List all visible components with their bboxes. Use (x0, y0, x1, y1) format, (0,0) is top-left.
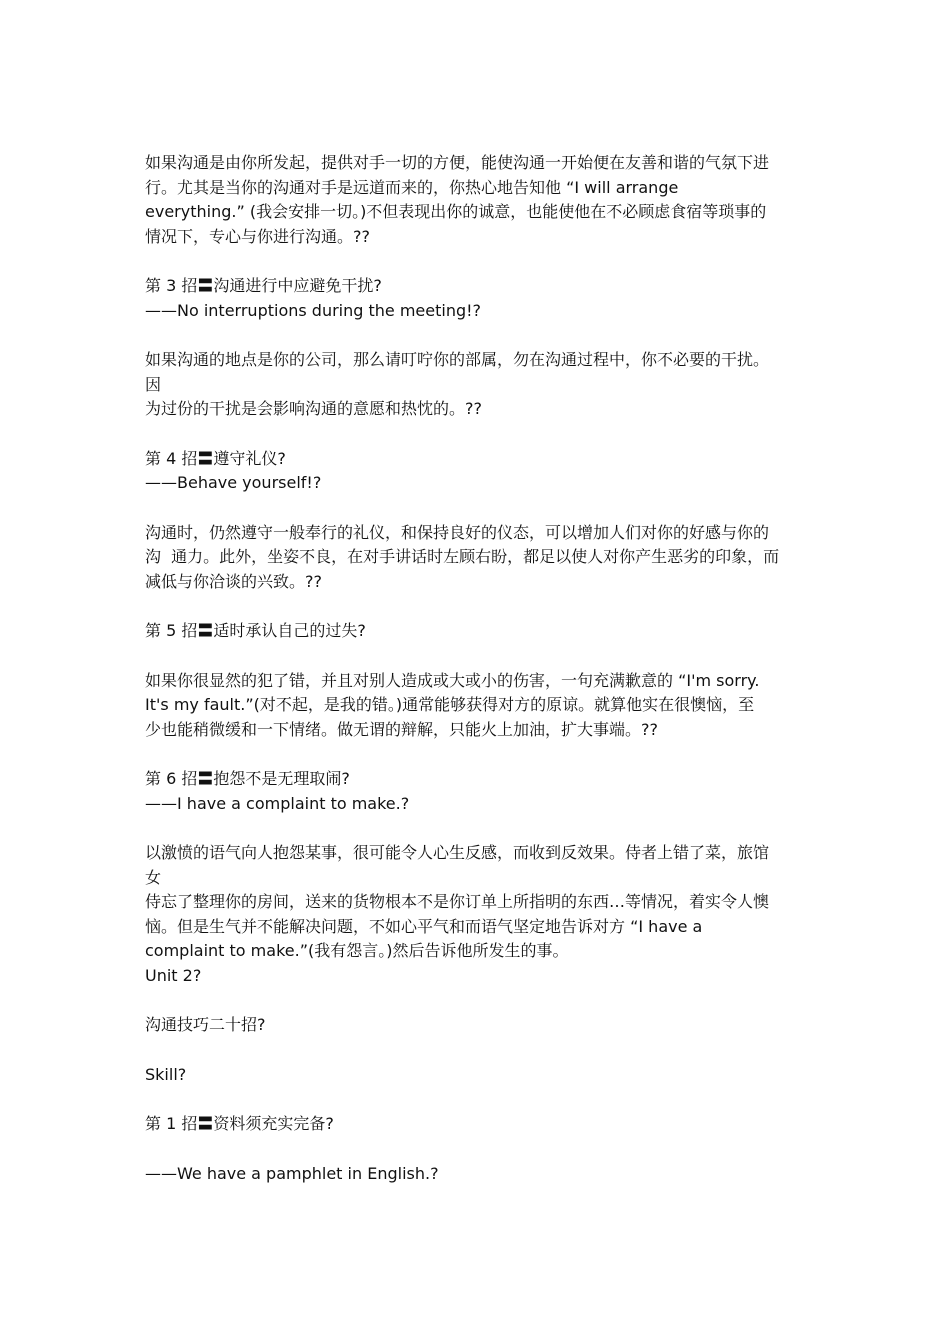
text-line: It's my fault.”(对不起，是我的错。)通常能够获得对方的原谅。就算他实在很懊恼，至 (145, 695, 755, 714)
blank-line (145, 249, 810, 274)
section-subtitle: ——We have a pamphlet in English.? (145, 1163, 439, 1183)
text-line: 沟 通力。此外，坐姿不良，在对手讲话时左顾右盼，都足以使人对你产生恶劣的印象，而 (145, 547, 780, 566)
text-line: complaint to make.”(我有怨言。)然后告诉他所发生的事。 (145, 941, 569, 960)
text-line: 减低与你洽谈的兴致。?? (145, 571, 322, 591)
text-line: 因 (145, 374, 162, 394)
text-line: 如果沟通是由你所发起，提供对手一切的方便，能使沟通一开始便在友善和谐的气氛下进 (145, 153, 770, 172)
text-line: 侍忘了整理你的房间，送来的货物根本不是你订单上所指明的东西…等情况，着实令人懊 (145, 892, 770, 911)
blank-line (145, 742, 810, 767)
blank-line (145, 1087, 810, 1112)
document-body (145, 151, 810, 1186)
blank-line (145, 988, 810, 1013)
section-subtitle: ——I have a complaint to make.? (145, 793, 410, 813)
unit-subtitle: Skill? (145, 1064, 187, 1084)
section-heading: 第 5 招〓适时承认自己的过失? (145, 621, 366, 640)
text-line: 沟通时，仍然遵守一般奉行的礼仪，和保持良好的仪态，可以增加人们对你的好感与你的 (145, 522, 770, 542)
section-subtitle: ——Behave yourself!? (145, 473, 322, 492)
text-line: 如果你很显然的犯了错，并且对别人造成或大或小的伤害，一句充满歉意的 “I'm sorry. (145, 670, 760, 690)
section-heading: 第 1 招〓资料须充实完备? (145, 1114, 334, 1133)
text-line: 女 (145, 867, 162, 887)
text-line: everything.” (我会安排一切。)不但表现出你的诚意，也能使他在不必顾虑食宿等琐事的 (145, 202, 767, 221)
unit-title: 沟通技巧二十招? (145, 1015, 266, 1034)
blank-line (145, 644, 810, 669)
blank-line (145, 496, 810, 521)
text-line: 以激愤的语气向人抱怨某事，很可能令人心生反感，而收到反效果。侍者上错了菜，旅馆 (145, 843, 770, 862)
section-heading: 第 3 招〓沟通进行中应避免干扰? (145, 276, 382, 295)
blank-line (145, 422, 810, 447)
section-heading: 第 4 招〓遵守礼仪? (145, 448, 286, 468)
blank-line (145, 323, 810, 348)
blank-line (145, 816, 810, 841)
section-subtitle: ——No interruptions during the meeting!? (145, 300, 482, 320)
text-line: 恼。但是生气并不能解决问题，不如心平气和而语气坚定地告诉对方 “I have a (145, 916, 703, 936)
unit-heading: Unit 2? (145, 965, 202, 985)
section-heading: 第 6 招〓抱怨不是无理取闹? (145, 769, 350, 788)
blank-line (145, 1137, 810, 1162)
text-line: 情况下，专心与你进行沟通。?? (145, 226, 370, 246)
text-line: 为过份的干扰是会影响沟通的意愿和热忱的。?? (145, 399, 482, 418)
text-line: 少也能稍微缓和一下情绪。做无谓的辩解，只能火上加油，扩大事端。?? (145, 719, 658, 739)
blank-line (145, 1038, 810, 1063)
blank-line (145, 594, 810, 619)
text-line: 如果沟通的地点是你的公司，那么请叮咛你的部属，勿在沟通过程中，你不必要的干扰。 (145, 350, 770, 369)
text-line: 行。尤其是当你的沟通对手是远道而来的，你热心地告知他 “I will arrange (145, 177, 679, 197)
